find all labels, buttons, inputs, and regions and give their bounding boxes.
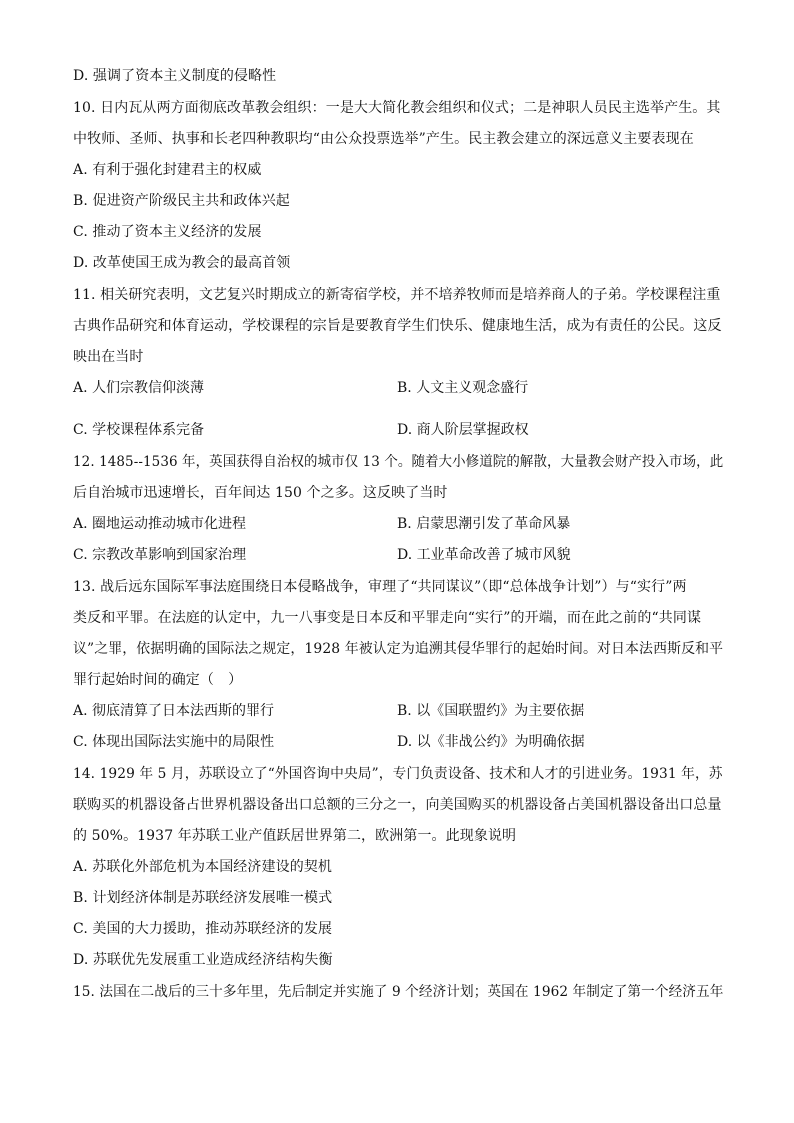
- q12-option-c: C. 宗教改革影响到国家治理: [73, 547, 247, 563]
- q13-stem-line-2: 类反和平罪。在法庭的认定中，九一八事变是日本反和平罪走向“实行”的开端，而在此之前的“共同谋: [73, 610, 702, 626]
- q13-option-d: D. 以《非战公约》为明确依据: [397, 734, 585, 750]
- q14-option-a: A. 苏联化外部危机为本国经济建设的契机: [73, 859, 333, 875]
- q14-stem-line-3: 的 50%。1937 年苏联工业产值跃居世界第二，欧洲第一。此现象说明: [73, 828, 517, 844]
- q10-option-d: D. 改革使国王成为教会的最高首领: [73, 255, 291, 271]
- q10-stem-line-2: 中牧师、圣师、执事和长老四种教职均“由公众投票选举”产生。民主教会建立的深远意义主要表现在: [73, 131, 694, 147]
- q13-stem-line-1: 13. 战后远东国际军事法庭围绕日本侵略战争，审理了“共同谋议”（即“总体战争计划”）与“实行”两: [73, 579, 687, 595]
- q11-stem-line-3: 映出在当时: [73, 349, 144, 365]
- q12-option-d: D. 工业革命改善了城市风貌: [397, 547, 571, 563]
- q14-stem-line-1: 14. 1929 年 5 月，苏联设立了“外国咨询中央局”，专门负责设备、技术和人才的引进业务。1931 年，苏: [73, 766, 723, 782]
- q12-option-b: B. 启蒙思潮引发了革命风暴: [397, 516, 571, 532]
- q11-stem-line-2: 古典作品研究和体育运动，学校课程的宗旨是要教育学生们快乐、健康地生活，成为有责任的公民。这反: [73, 318, 722, 334]
- q11-option-c: C. 学校课程体系完备: [73, 422, 205, 438]
- q11-stem-line-1: 11. 相关研究表明，文艺复兴时期成立的新寄宿学校，并不培养牧师而是培养商人的子弟。学校课程注重: [73, 287, 721, 303]
- q14-option-c: C. 美国的大力援助，推动苏联经济的发展: [73, 921, 333, 937]
- q13-stem-line-3: 议”之罪，依据明确的国际法之规定，1928 年被认定为追溯其侵华罪行的起始时间。对日本法西斯反和平: [73, 641, 724, 657]
- q11-option-b: B. 人文主义观念盛行: [397, 380, 529, 396]
- q12-stem-line-2: 后自治城市迅速增长，百年间达 150 个之多。这反映了当时: [73, 485, 448, 501]
- q11-option-a: A. 人们宗教信仰淡薄: [73, 380, 205, 396]
- q9-option-d: D. 强调了资本主义制度的侵略性: [73, 68, 277, 84]
- q14-option-b: B. 计划经济体制是苏联经济发展唯一模式: [73, 890, 333, 906]
- q10-option-b: B. 促进资产阶级民主共和政体兴起: [73, 193, 290, 209]
- q13-stem-line-4: 罪行起始时间的确定（ ）: [73, 672, 243, 688]
- q11-option-d: D. 商人阶层掌握政权: [397, 422, 529, 438]
- q10-stem-line-1: 10. 日内瓦从两方面彻底改革教会组织：一是大大简化教会组织和仪式；二是神职人员民主选举产生。其: [73, 100, 721, 116]
- q10-option-a: A. 有利于强化封建君主的权威: [73, 162, 262, 178]
- q10-option-c: C. 推动了资本主义经济的发展: [73, 224, 262, 240]
- q13-option-b: B. 以《国联盟约》为主要依据: [397, 703, 585, 719]
- q15-stem-line-1: 15. 法国在二战后的三十多年里，先后制定并实施了 9 个经济计划；英国在 1962 年制定了第一个经济五年: [73, 984, 724, 1000]
- q13-option-c: C. 体现出国际法实施中的局限性: [73, 734, 275, 750]
- q13-option-a: A. 彻底清算了日本法西斯的罪行: [73, 703, 275, 719]
- q12-option-a: A. 圈地运动推动城市化进程: [73, 516, 247, 532]
- q14-option-d: D. 苏联优先发展重工业造成经济结构失衡: [73, 952, 333, 968]
- q12-stem-line-1: 12. 1485--1536 年，英国获得自治权的城市仅 13 个。随着大小修道院的解散，大量教会财产投入市场，此: [73, 454, 724, 470]
- q14-stem-line-2: 联购买的机器设备占世界机器设备出口总额的三分之一，向美国购买的机器设备占美国机器设备出口总量: [73, 797, 722, 813]
